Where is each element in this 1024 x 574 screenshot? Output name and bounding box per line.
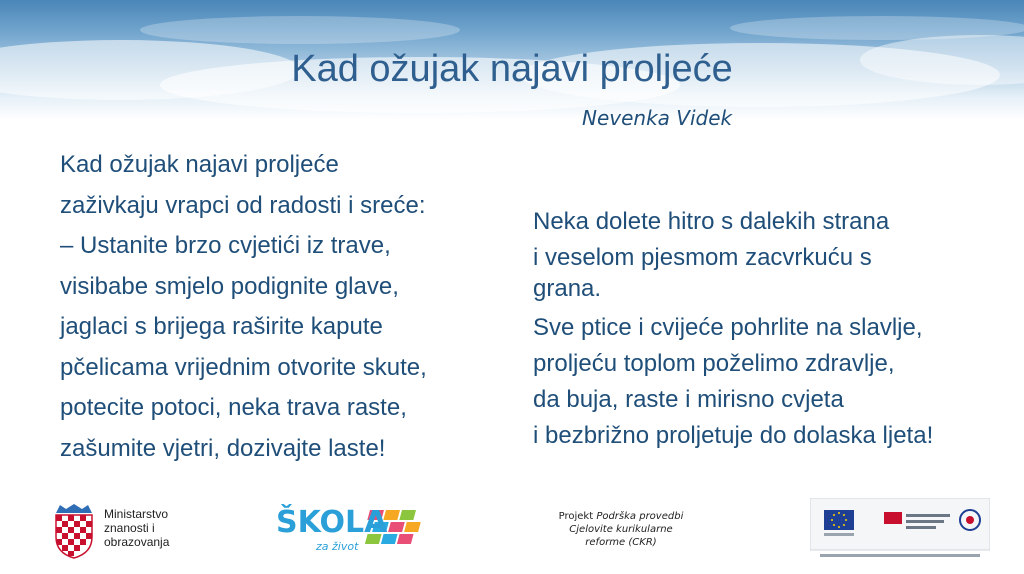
poem-line: grana. — [533, 275, 602, 302]
poem-line: Kad ožujak najavi proljeće — [60, 151, 339, 178]
poem-line: Sve ptice i cvijeće pohrlite na slavlje, — [533, 314, 923, 341]
poem-line: i veselom pjesmom zacvrkuću s — [533, 244, 872, 271]
poem-line: proljeću toplom poželimo zdravlje, — [533, 350, 895, 377]
poem-line: potecite potoci, neka trava raste, — [60, 394, 407, 421]
poem-left-column — [60, 145, 427, 469]
eu-funds-logo-icon — [810, 498, 990, 560]
poem-line: i bezbrižno proljetuje do dolaska ljeta! — [533, 422, 934, 449]
poem-line: visibabe smjelo podignite glave, — [60, 272, 399, 300]
poem-line: zašumite vjetri, dozivajte laste! — [60, 434, 386, 462]
poem-author: Nevenka Videk — [582, 106, 733, 130]
ministry-logo — [52, 503, 202, 561]
poem-line: jaglaci s brijega raširite kapute — [60, 313, 383, 340]
poem-right-column — [533, 204, 933, 454]
poem-line: da buja, raste i mirisno cvjeta — [533, 386, 844, 413]
poem-line: zaživkaju vrapci od radosti i sreće: — [60, 191, 426, 219]
eu-funds-logo — [810, 498, 990, 560]
project-line-2: Cjelovite kurikularne — [569, 524, 673, 535]
project-line-3: reforme (CKR) — [585, 537, 657, 548]
svg-text:za život: za život — [316, 540, 359, 553]
poem-title: Kad ožujak najavi proljeće — [291, 48, 733, 90]
croatian-coat-of-arms-icon — [52, 503, 96, 559]
poem-line: pčelicama vrijednim otvorite skute, — [60, 353, 427, 381]
svg-text:ŠKOLA: ŠKOLA — [276, 505, 388, 540]
poem-line: – Ustanite brzo cvjetići iz trave, — [60, 232, 391, 259]
project-line-1: Projekt Podrška provedbi — [558, 511, 684, 522]
skola-za-zivot-logo — [270, 496, 445, 558]
project-info — [556, 510, 686, 549]
ministry-name: Ministarstvo znanosti i obrazovanja — [104, 507, 170, 549]
skola-logo-icon — [270, 496, 445, 558]
poem-line: Neka dolete hitro s dalekih strana — [533, 208, 890, 235]
